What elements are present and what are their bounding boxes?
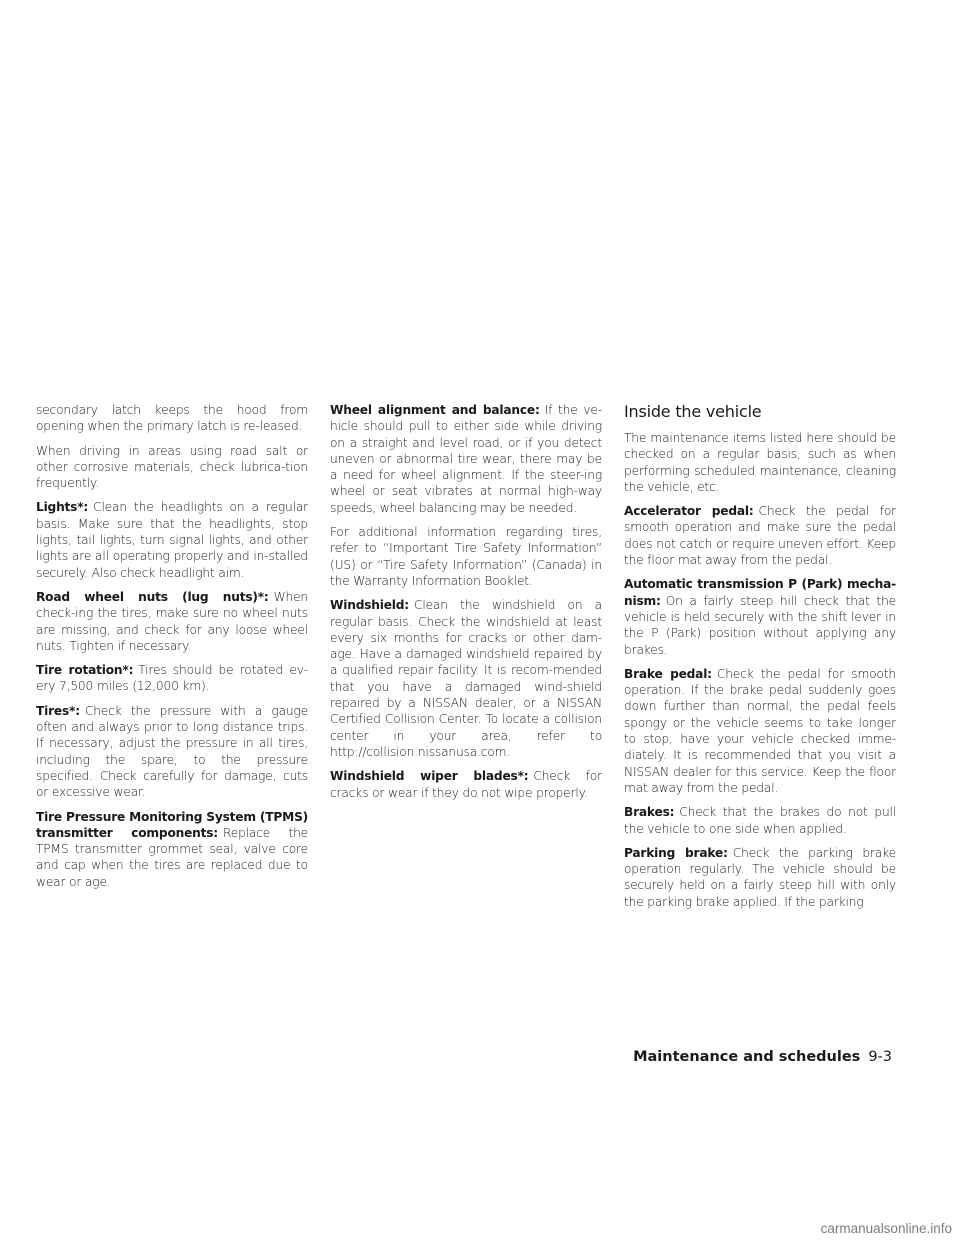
paragraph-windshield bbox=[330, 597, 602, 760]
page-footer bbox=[633, 1048, 892, 1066]
term-lug-nuts: Road wheel nuts (lug nuts)*: bbox=[36, 589, 269, 604]
term-brakes: Brakes: bbox=[624, 805, 675, 820]
page-number: 9-3 bbox=[868, 1049, 892, 1065]
term-tire-rotation: Tire rotation*: bbox=[36, 663, 134, 678]
paragraph-parking-brake bbox=[624, 845, 896, 910]
term-accelerator: Accelerator pedal: bbox=[624, 504, 754, 519]
term-brake-pedal: Brake pedal: bbox=[624, 666, 712, 681]
paragraph-text: Check that the brakes do not pull the vehicle to one side when applied. bbox=[624, 805, 896, 836]
paragraph-text: Clean the windshield on a regular basis. Check the windshield at least every six months for cracks or other dam-age. Have a damaged windshield repaired by a qualified repair facility. It is recom-mended that you have a damaged wind-shield repaired by a NISSAN dealer, or a NISSAN Certified Collision Center. To locate a collision center in your area, refer to http://collision.nissanusa.com. bbox=[330, 598, 602, 759]
paragraph-text: When driving in areas using road salt or other corrosive materials, check lubrica-tion frequently. bbox=[36, 443, 308, 491]
paragraph-tire-info bbox=[330, 524, 602, 589]
paragraph-wiper-blades bbox=[330, 768, 602, 801]
paragraph-text: The maintenance items listed here should be checked on a regular basis, such as when performing scheduled maintenance, cleaning the vehicle, etc. bbox=[624, 431, 896, 494]
column-right bbox=[624, 402, 896, 918]
term-parking-brake: Parking brake: bbox=[624, 845, 728, 860]
term-lights: Lights*: bbox=[36, 500, 89, 515]
paragraph-intro bbox=[624, 430, 896, 495]
paragraph-brake-pedal bbox=[624, 666, 896, 796]
paragraph-text: Check the parking brake operation regularly. The vehicle should be securely held on a fairly steep hill with only the parking brake applied. If the parking bbox=[624, 845, 897, 909]
term-tires: Tires*: bbox=[36, 703, 80, 718]
paragraph-hood-latch bbox=[36, 402, 308, 435]
paragraph-text: Check the pressure with a gauge often and always prior to long distance trips. If necessary, adjust the pressure in all tires, including the spare, to the pressure specified. Check carefully for damage, cuts or excessive wear. bbox=[36, 703, 308, 800]
footer-section-title: Maintenance and schedules bbox=[633, 1049, 861, 1065]
term-tpms: Tire Pressure Monitoring System (TPMS) transmitter components: bbox=[36, 809, 309, 840]
term-windshield: Windshield: bbox=[330, 598, 409, 613]
paragraph-text: secondary latch keeps the hood from opening when the primary latch is re-leased. bbox=[36, 403, 308, 434]
paragraph-tpms bbox=[36, 809, 308, 890]
paragraph-park-mechanism bbox=[624, 576, 896, 657]
paragraph-text: Tires should be rotated ev-ery 7,500 miles (12,000 km). bbox=[36, 663, 308, 694]
paragraph-text: Check for cracks or wear if they do not wipe properly. bbox=[330, 769, 602, 800]
paragraph-lubrication bbox=[36, 443, 308, 492]
paragraph-accelerator bbox=[624, 503, 896, 568]
paragraph-tires bbox=[36, 703, 308, 801]
paragraph-lights bbox=[36, 499, 308, 580]
paragraph-text: Check the pedal for smooth operation. If the brake pedal suddenly goes down further than normal, the pedal feels spongy or the vehicle seems to take longer to stop, have your vehicle checked imme-diately. It is recommended that you visit a NISSAN dealer for this service. Keep the floor mat away from the pedal. bbox=[624, 666, 896, 795]
paragraph-text: If the ve-hicle should pull to either side while driving on a straight and level road, or if you detect uneven or abnormal tire wear, there may be a need for wheel alignment. If the steer-ing wheel or seat vibrates at normal high-way speeds, wheel balancing may be needed. bbox=[330, 403, 602, 515]
watermark: carmanualsonline.info bbox=[820, 1221, 952, 1236]
paragraph-text: Clean the headlights on a regular basis. Make sure that the headlights, stop lights, tail lights, turn signal lights, and other lights are all operating properly and in-stalled securely. Also check headlight aim. bbox=[36, 500, 308, 580]
paragraph-brakes bbox=[624, 804, 896, 837]
paragraph-wheel-alignment bbox=[330, 402, 602, 516]
paragraph-text: When check-ing the tires, make sure no wheel nuts are missing, and check for any loose wheel nuts. Tighten if necessary. bbox=[36, 589, 308, 653]
paragraph-text: For additional information regarding tires, refer to “Important Tire Safety Information” (US) or “Tire Safety Information” (Canada) in the Warranty Information Booklet. bbox=[330, 525, 602, 588]
paragraph-text: On a fairly steep hill check that the vehicle is held securely with the shift lever in the P (Park) position without applying any brakes. bbox=[624, 593, 896, 657]
term-wheel-alignment: Wheel alignment and balance: bbox=[330, 403, 540, 417]
term-park-mechanism: Automatic transmission P (Park) mecha-nism: bbox=[624, 577, 896, 608]
paragraph-lug-nuts bbox=[36, 589, 308, 654]
term-wiper-blades: Windshield wiper blades*: bbox=[330, 769, 529, 784]
section-heading: Inside the vehicle bbox=[624, 402, 762, 421]
paragraph-tire-rotation bbox=[36, 662, 308, 695]
paragraph-text: Check the pedal for smooth operation and make sure the pedal does not catch or require uneven effort. Keep the floor mat away from the pedal. bbox=[624, 504, 896, 568]
paragraph-text: Replace the TPMS transmitter grommet seal, valve core and cap when the tires are replaced due to wear or age. bbox=[36, 825, 308, 889]
column-middle bbox=[330, 402, 602, 809]
column-left bbox=[36, 402, 308, 898]
